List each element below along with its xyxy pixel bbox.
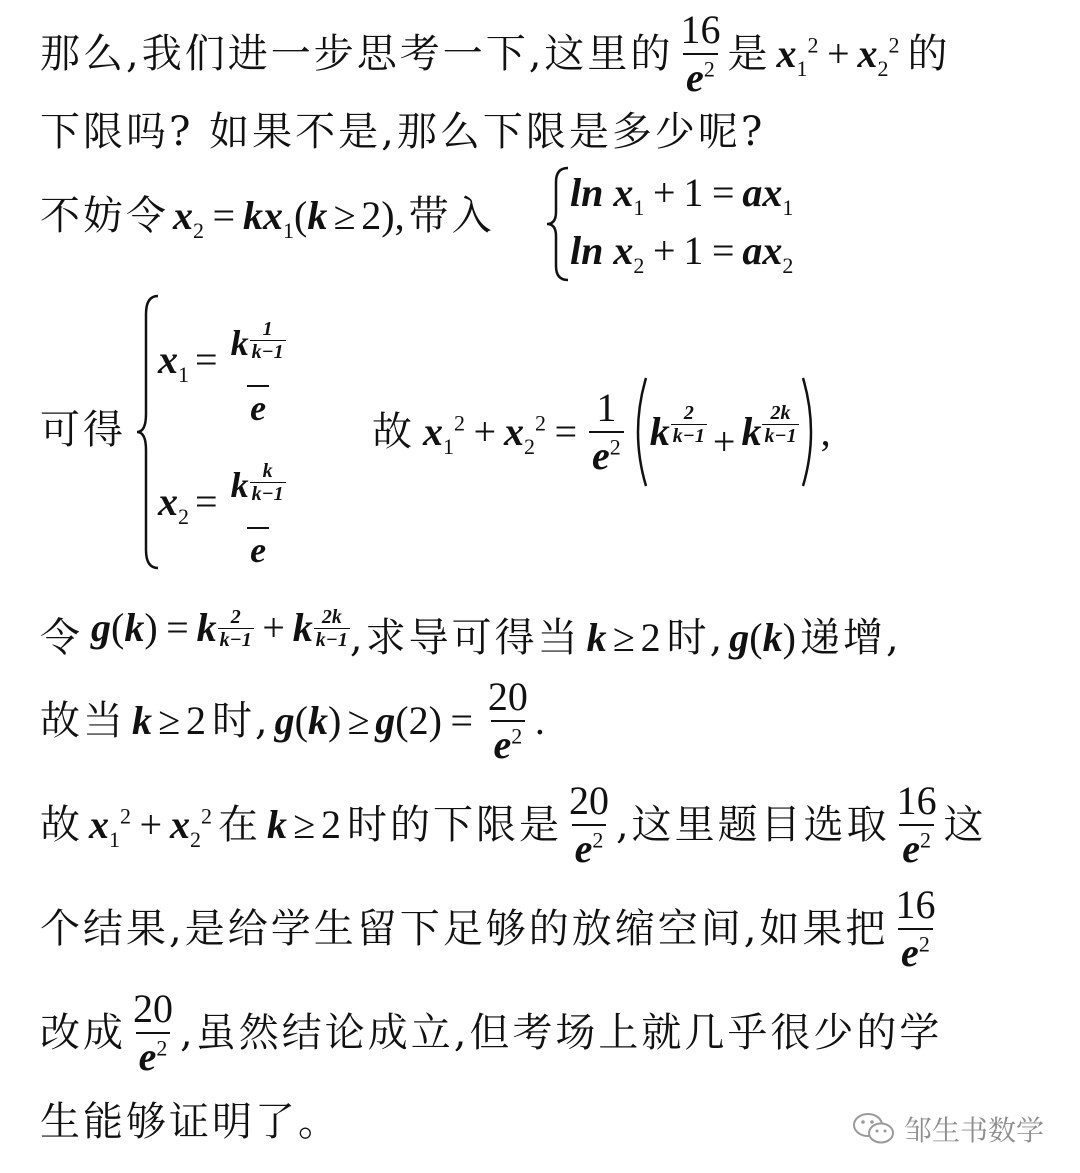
text: 生能够证明了。 — [40, 1099, 341, 1145]
line-4-label — [40, 406, 126, 454]
line-10 — [40, 1098, 341, 1146]
text: ,这里题目选取 — [615, 802, 890, 848]
system-row-x1: $x_1$ = k $\frac{1}{k-1}$ e — [158, 317, 284, 428]
text: 那么,我们进一步思考一下,这里的 — [40, 31, 674, 77]
text: 不妨令 — [40, 193, 169, 239]
system-row: $\ln x_2 + 1 = ax_2$ — [570, 228, 794, 278]
line-2 — [40, 108, 765, 156]
text: 时, — [211, 698, 271, 744]
text: ,求导可得当 — [349, 615, 581, 661]
line-8: 个结果,是给学生留下足够的放缩空间,如果把 $\frac{16}{e^2}$ — [40, 882, 936, 975]
math-expr: $x_2 = kx_1(k \ge 2)$, — [173, 193, 405, 243]
text: ,虽然结论成立,但考场上就几乎很少的学 — [180, 1010, 943, 1056]
line-3 — [40, 192, 495, 243]
left-paren — [628, 372, 650, 492]
watermark — [852, 1109, 1044, 1149]
line-6: 故当 k ≥ 2 时, g(k) ≥ g(2) = $\frac{20}{e^2}$ . — [40, 674, 545, 767]
text: 故 — [372, 409, 415, 455]
line-1 — [40, 7, 951, 100]
text: 故 — [40, 802, 83, 848]
line-5: 令 g(k) = k $\frac{2}{k-1}$ + k $\frac{2k}{k-1}$ ,求导可得当 k ≥ 2 时, g(k) 递增, — [40, 605, 902, 661]
wechat-icon — [852, 1112, 896, 1146]
math-expr: $x_1^2 + x_2^2$ = — [423, 409, 579, 459]
text: 这 — [943, 802, 987, 848]
line-7: 故 $x_1^2 + x_2^2$ 在 k ≥ 2 时的下限是 $\frac{20}{e^2}$ ,这里题目选取 $\frac{16}{e^2}$ 这 — [40, 778, 987, 871]
fraction-16-over-e2: $\frac{16}{e^2}$ — [680, 7, 721, 100]
system-row-x2: $x_2$ = k $\frac{k}{k-1}$ e — [158, 459, 284, 570]
text: 故当 — [40, 698, 126, 744]
text: 改成 — [40, 1010, 126, 1056]
line-4-result: 故 $x_1^2 + x_2^2$ = $\frac{1}{e^2}$ k $\frac{2}{k-1}$ + k $\frac{2k}{k-1}$ , — [372, 372, 831, 492]
text: 在 — [218, 802, 261, 848]
equation-system-2 — [134, 292, 334, 572]
watermark-label: 邹生书数学 — [903, 1114, 1044, 1147]
text: 时的下限是 — [346, 802, 562, 848]
right-paren — [799, 372, 821, 492]
text: 下限吗? 如果不是,那么下限是多少呢? — [40, 109, 766, 155]
text: 是 — [727, 31, 771, 77]
math-expr: $x_1^2 + x_2^2$ — [776, 31, 900, 81]
text: 递增, — [799, 615, 902, 661]
text: 时, — [666, 615, 726, 661]
line-9: 改成 $\frac{20}{e^2}$ ,虽然结论成立,但考场上就几乎很少的学 — [40, 986, 943, 1079]
text: 个结果,是给学生留下足够的放缩空间,如果把 — [40, 906, 889, 952]
system-row: $\ln x_1 + 1 = ax_1$ — [570, 170, 794, 220]
text: 的 — [907, 31, 951, 77]
text: 带入 — [408, 193, 495, 239]
text: 令 — [40, 615, 83, 661]
text: 可得 — [40, 407, 126, 453]
equation-system-1 — [544, 164, 844, 284]
